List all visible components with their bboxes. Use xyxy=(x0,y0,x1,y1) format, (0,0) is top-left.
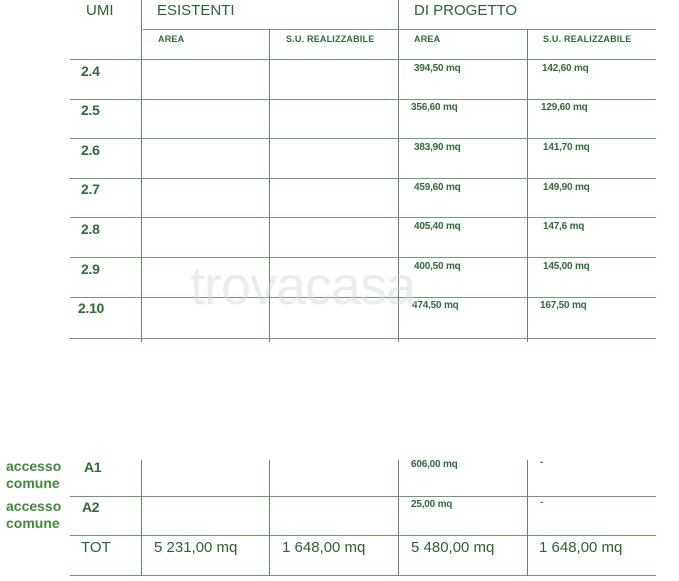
umi-cell: 2.7 xyxy=(81,181,100,197)
divider xyxy=(70,297,656,298)
divider xyxy=(398,0,399,342)
progetto-su-cell: - xyxy=(540,457,544,468)
progetto-su-cell: 129,60 mq xyxy=(541,102,588,113)
divider xyxy=(527,460,528,576)
progetto-area-cell: 25,00 mq xyxy=(411,499,453,510)
progetto-su-cell: 142,60 mq xyxy=(542,63,589,74)
divider xyxy=(70,59,656,60)
progetto-su-cell: 145,00 mq xyxy=(543,261,590,272)
header-umi: UMI xyxy=(86,2,114,19)
progetto-area-cell: 474,50 mq xyxy=(412,300,459,311)
subheader-esistenti-area: AREA xyxy=(158,34,185,44)
divider xyxy=(143,29,656,30)
side-label: accesso comune xyxy=(6,498,62,531)
progetto-area-cell: 394,50 mq xyxy=(414,63,461,74)
divider xyxy=(527,29,528,342)
progetto-su-cell: 147,6 mq xyxy=(543,221,585,232)
subheader-progetto-su: S.U. REALIZZABILE xyxy=(543,34,632,44)
divider xyxy=(70,217,656,218)
subheader-progetto-area: AREA xyxy=(414,34,441,44)
divider xyxy=(141,0,142,342)
divider xyxy=(70,99,656,100)
divider xyxy=(70,178,656,179)
umi-cell: A2 xyxy=(82,499,100,515)
umi-cell: 2.8 xyxy=(81,221,100,237)
side-label: accesso comune xyxy=(6,458,62,491)
divider xyxy=(70,338,656,339)
divider xyxy=(269,29,270,342)
watermark-logo: trovacasa xyxy=(190,256,416,316)
umi-cell: 2.10 xyxy=(78,300,105,316)
divider xyxy=(70,496,656,497)
divider xyxy=(398,460,399,576)
umi-cell: A1 xyxy=(84,459,102,475)
divider xyxy=(269,460,270,576)
progetto-su-cell: 141,70 mq xyxy=(543,142,590,153)
progetto-area-cell: 383,90 mq xyxy=(414,142,461,153)
totals-progetto-area: 5 480,00 mq xyxy=(411,539,495,556)
progetto-su-cell: 149,90 mq xyxy=(543,182,590,193)
totals-esistenti-area: 5 231,00 mq xyxy=(154,539,238,556)
totals-esistenti-su: 1 648,00 mq xyxy=(282,539,366,556)
divider xyxy=(70,575,656,576)
header-di-progetto: DI PROGETTO xyxy=(414,2,518,19)
progetto-su-cell: - xyxy=(540,497,544,508)
progetto-area-cell: 606,00 mq xyxy=(411,459,458,470)
progetto-area-cell: 400,50 mq xyxy=(414,261,461,272)
umi-cell: 2.5 xyxy=(81,102,100,118)
progetto-su-cell: 167,50 mq xyxy=(540,300,587,311)
divider xyxy=(70,535,656,536)
umi-cell: 2.9 xyxy=(81,261,100,277)
umi-cell: 2.6 xyxy=(81,142,100,158)
divider xyxy=(141,460,142,576)
divider xyxy=(70,257,656,258)
totals-label: TOT xyxy=(81,539,111,556)
progetto-area-cell: 356,60 mq xyxy=(411,102,458,113)
divider xyxy=(70,138,656,139)
totals-progetto-su: 1 648,00 mq xyxy=(539,539,623,556)
progetto-area-cell: 459,60 mq xyxy=(414,182,461,193)
header-esistenti: ESISTENTI xyxy=(157,2,235,19)
subheader-esistenti-su: S.U. REALIZZABILE xyxy=(286,34,375,44)
progetto-area-cell: 405,40 mq xyxy=(414,221,461,232)
umi-cell: 2.4 xyxy=(81,63,100,79)
